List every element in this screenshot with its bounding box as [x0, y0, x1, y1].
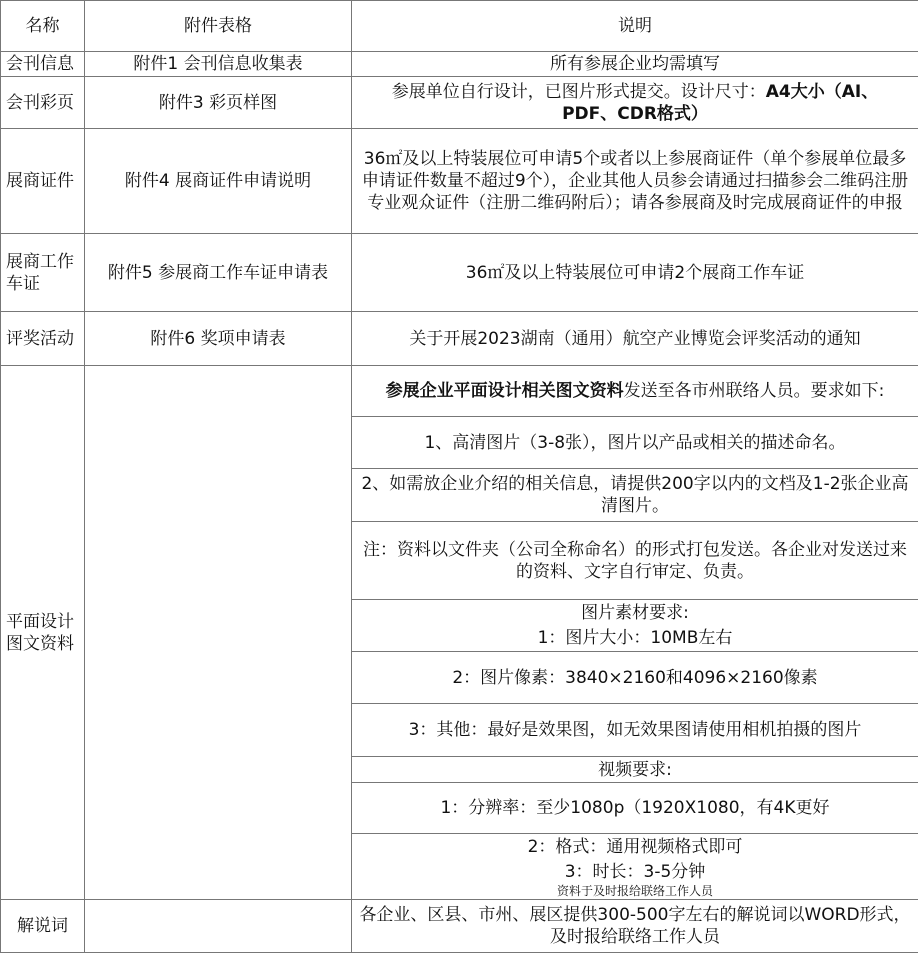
row-name: 展商证件 — [1, 129, 85, 234]
row-attachment — [85, 900, 352, 953]
row-name: 平面设计图文资料 — [1, 366, 85, 900]
table-row — [1, 312, 918, 366]
row-attachment — [85, 366, 352, 900]
video-requirement-2: 2：格式：通用视频格式即可 — [352, 834, 918, 860]
row-attachment: 附件3 彩页样图 — [85, 77, 352, 129]
video-requirement-1: 1：分辨率：至少1080p（1920X1080，有4K更好 — [352, 783, 918, 834]
row-name: 会刊彩页 — [1, 77, 85, 129]
row-description: 36㎡及以上特装展位可申请2个展商工作车证 — [352, 234, 918, 312]
row-description: 关于开展2023湖南（通用）航空产业博览会评奖活动的通知 — [352, 312, 918, 366]
footnote: 资料于及时报给联络工作人员 — [556, 883, 713, 898]
table-row — [1, 234, 918, 312]
row-name: 会刊信息 — [1, 52, 85, 77]
row-name: 评奖活动 — [1, 312, 85, 366]
row-description: 各企业、区县、市州、展区提供300-500字左右的解说词以WORD形式，及时报给联络工作人员 — [352, 900, 918, 953]
row-description: 所有参展企业均需填写 — [352, 52, 918, 77]
row-attachment: 附件4 展商证件申请说明 — [85, 129, 352, 234]
header-description: 说明 — [352, 1, 918, 52]
image-requirement-3: 3：其他：最好是效果图，如无效果图请使用相机拍摄的图片 — [352, 704, 918, 757]
row-name: 展商工作车证 — [1, 234, 85, 312]
row-description — [352, 77, 918, 129]
design-item-1: 1、高清图片（3-8张），图片以产品或相关的描述命名。 — [352, 417, 918, 469]
video-requirements-title: 视频要求: — [352, 757, 918, 783]
row-attachment: 附件5 参展商工作车证申请表 — [85, 234, 352, 312]
row-attachment: 附件1 会刊信息收集表 — [85, 52, 352, 77]
design-intro-bold: 参展企业平面设计相关图文资料 — [385, 381, 624, 401]
header-name: 名称 — [1, 1, 85, 52]
video-requirement-3: 3：时长：3-5分钟 — [564, 861, 706, 882]
image-requirement-1: 1：图片大小：10MB左右 — [352, 626, 918, 652]
design-intro — [352, 366, 918, 417]
design-note: 注：资料以文件夹（公司全称命名）的形式打包发送。各企业对发送过来的资料、文字自行审定、负责。 — [352, 522, 918, 600]
desc-bold-text: A4大小（AI、PDF、CDR格式） — [562, 81, 879, 124]
video-requirement-3-cell — [352, 860, 918, 900]
row-attachment: 附件6 奖项申请表 — [85, 312, 352, 366]
image-requirement-2: 2：图片像素：3840×2160和4096×2160像素 — [352, 652, 918, 704]
image-requirements-title: 图片素材要求: — [352, 600, 918, 626]
table-row — [1, 129, 918, 234]
header-attachment: 附件表格 — [85, 1, 352, 52]
table-row — [1, 77, 918, 129]
table-row — [1, 52, 918, 77]
table-row — [1, 366, 918, 417]
desc-text: 参展单位自行设计，已图片形式提交。设计尺寸： — [391, 81, 766, 102]
table-header-row — [1, 1, 918, 52]
design-intro-rest: 发送至各市州联络人员。要求如下: — [623, 381, 885, 401]
row-description: 36㎡及以上特装展位可申请5个或者以上参展商证件（单个参展单位最多申请证件数量不超过9个），企业其他人员参会请通过扫描参会二维码注册专业观众证件（注册二维码附后）；请各参展商及时完成展商证件的申报 — [352, 129, 918, 234]
table-row — [1, 900, 918, 953]
row-name: 解说词 — [1, 900, 85, 953]
design-item-2: 2、如需放企业介绍的相关信息，请提供200字以内的文档及1-2张企业高清图片。 — [352, 469, 918, 522]
